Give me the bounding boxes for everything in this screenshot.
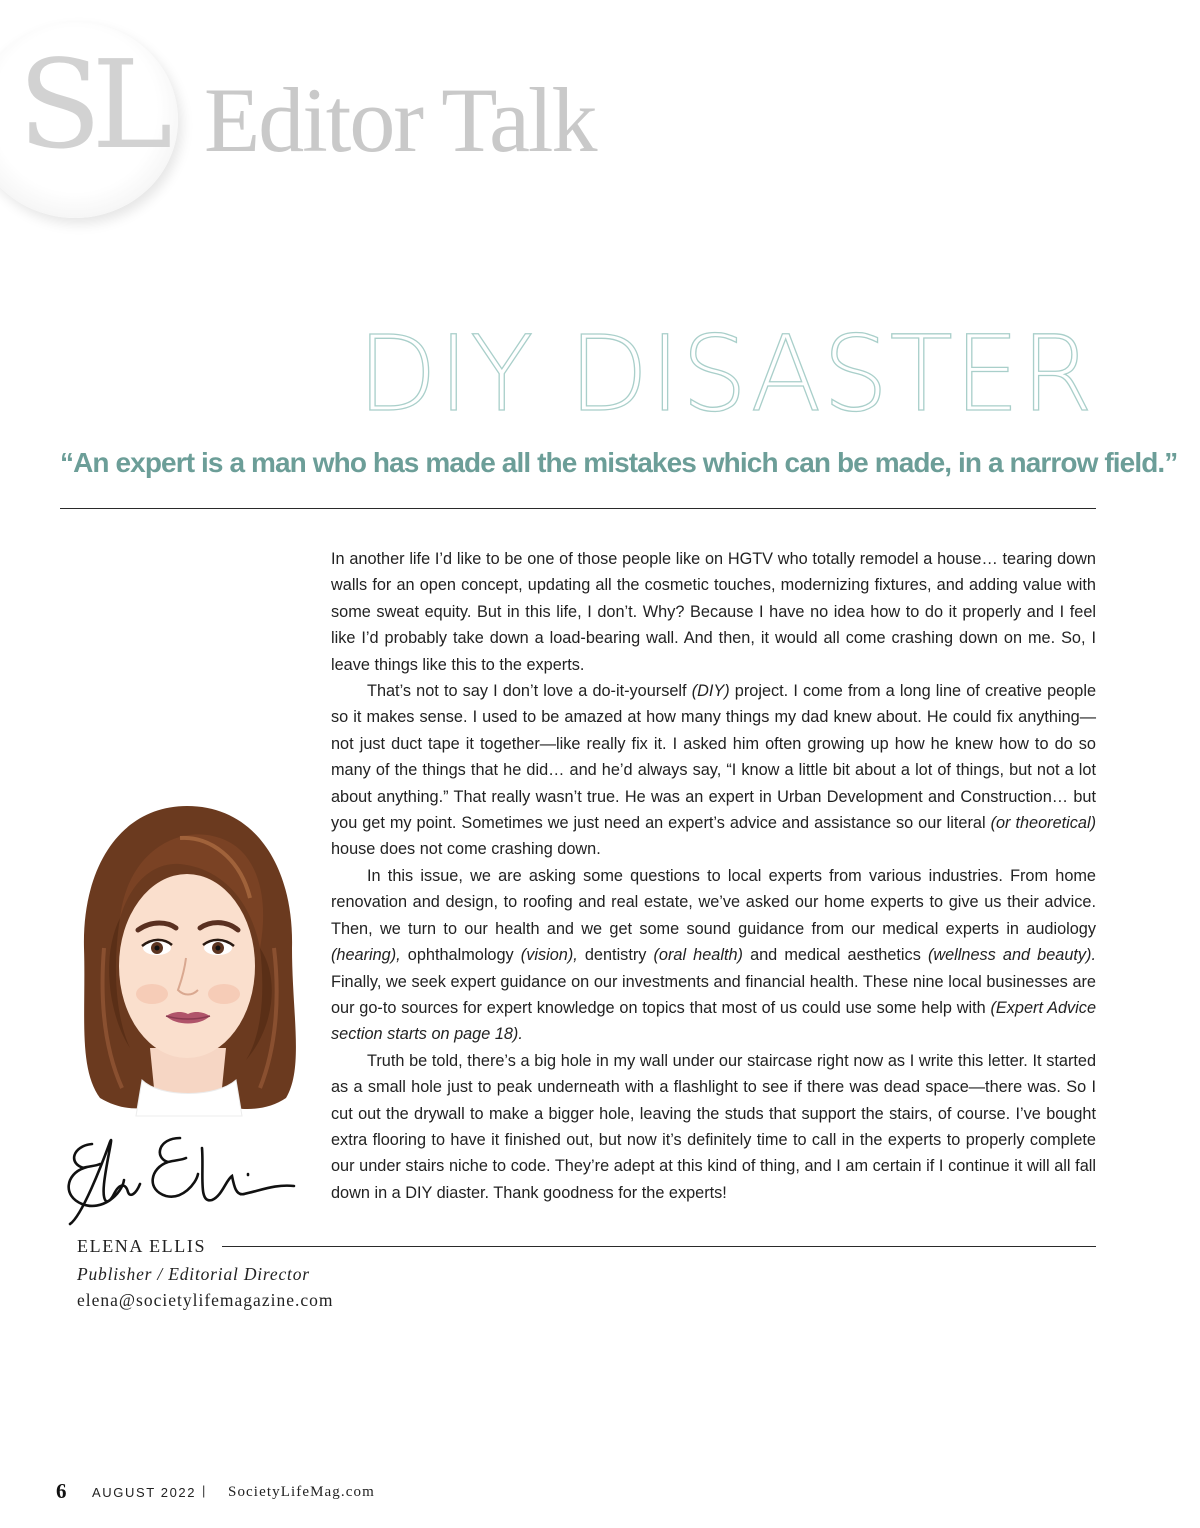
italic-text: (or theoretical) [990,814,1097,833]
body-text-run: Truth be told, there’s a big hole in my wall under our staircase right now as I write this letter. It started as a small hole just to peak underneath with a flashlight to see if there was dead space—there was. So I cut out the drywall to make a bigger hole, leaving the studs that support the stairs, of course. I’ve bought extra flooring to have it finished out, but now it’s definitely time to call in the experts to properly complete our under stairs niche to code. They’re adept at this kind of thing, and I am certain if I continue it will all fall down in a DIY diaster. Thank goodness for the experts! [331,1051,1096,1202]
author-title: Publisher / Editorial Director [77,1264,310,1284]
author-signature [62,1124,302,1232]
divider-signature [222,1246,1096,1247]
italic-text: (vision), [520,946,578,965]
section-title: Editor Talk [204,69,596,171]
italic-text: (DIY) [691,682,730,701]
body-text-run: dentistry [577,946,654,965]
page-number: 6 [56,1479,67,1503]
body-text-run: ophthalmology [400,946,521,965]
section-header-logo [0,0,600,230]
body-text-run: Finally, we seek expert guidance on our investments and financial health. These nine local businesses are our go-to sources for expert knowledge on topics that most of us could use some help with [331,972,1096,1017]
body-paragraph [331,1048,1096,1206]
body-paragraph [331,678,1096,863]
italic-text: (wellness and beauty). [927,946,1096,965]
website-link[interactable]: SocietyLifeMag.com [228,1484,375,1500]
pull-quote: “An expert is a man who has made all the mistakes which can be made, in a narrow field.” [60,447,1178,478]
italic-text: (hearing), [331,946,401,965]
article-body [331,546,1096,1206]
author-email[interactable]: elena@societylifemagazine.com [77,1290,334,1310]
body-text-run: In another life I’d like to be one of those people like on HGTV who totally remodel a house… tearing down walls for an open concept, updating all the cosmetic touches, modernizing fixtures, and adding value with some sweat equity. But in this life, I don’t. Why? Because I have no idea how to do it properly and I feel like I’d probably take down a load-bearing wall. And then, it would all come crashing down on me. So, I leave things like this to the experts. [331,550,1096,674]
author-illustration [60,798,314,1128]
body-paragraph [331,546,1096,678]
body-text-run: That’s not to say I don’t love a do-it-yourself [367,682,692,701]
body-paragraph [331,863,1096,1048]
issue-date: AUGUST 2022 [92,1485,197,1500]
footer-separator: | [202,1483,206,1498]
body-text-run: In this issue, we are asking some questions to local experts from various industries. From home renovation and design, to roofing and real estate, we’ve asked our home experts to give us their advice. Then, we turn to our health and we get some sound guidance from our medical experts in audiology [331,866,1096,938]
italic-text: (Expert Advice section starts on page 18). [331,998,1096,1044]
article-headline: DIY DISASTER [357,313,1094,435]
italic-text: (oral health) [653,946,743,965]
body-text-run: house does not come crashing down. [331,840,601,859]
body-text-run: and medical aesthetics [742,946,928,965]
logo-monogram: SL [18,34,163,176]
author-name: ELENA ELLIS [77,1236,207,1256]
divider-top [60,508,1096,509]
body-text-run: project. I come from a long line of creative people so it makes sense. I used to be amazed at how many things my dad knew about. He could fix anything—not just duct tape it together—like really fix it. I asked him often growing up how he knew how to do so many of the things that he did… and he’d always say, “I know a little bit about a lot of things, but not a lot about anything.” That really wasn’t true. He was an expert in Urban Development and Construction… but you get my point. Sometimes we just need an expert’s advice and assistance so our literal [331,682,1096,833]
